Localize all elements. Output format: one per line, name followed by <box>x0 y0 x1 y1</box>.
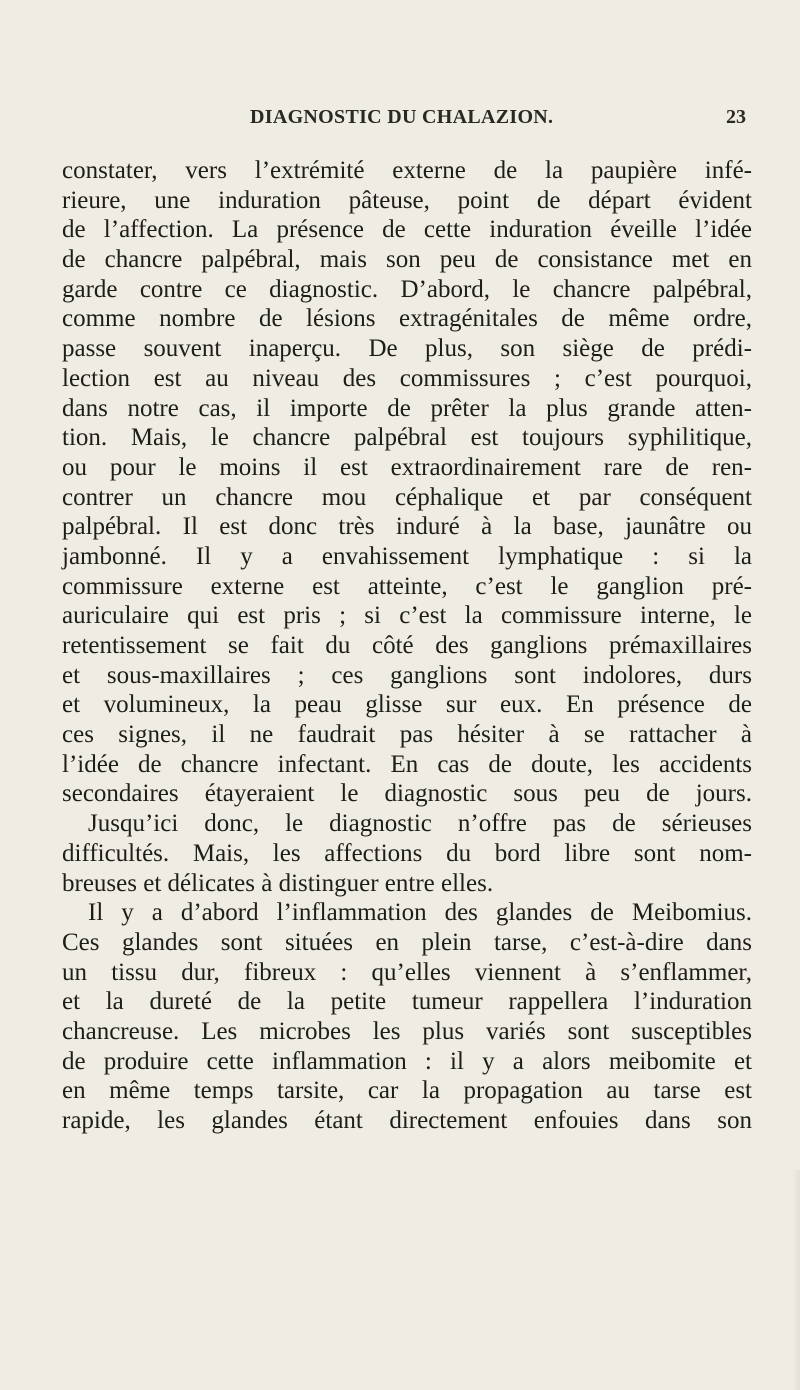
text-line: de produire cette inflammation : il y a alors meibomite et <box>62 1047 752 1075</box>
text-line: palpébral. Il est donc très induré à la base, jaunâtre ou <box>62 513 752 541</box>
running-head <box>60 90 750 130</box>
running-title: DIAGNOSTIC DU CHALAZION. <box>250 106 554 128</box>
text-line: secondaires étayeraient le diagnostic sous peu de jours. <box>62 780 752 808</box>
text-line: comme nombre de lésions extragénitales de même ordre, <box>62 305 752 333</box>
text-line: jambonné. Il y a envahissement lymphatique : si la <box>62 542 752 570</box>
text-line: de l’affection. La présence de cette induration éveille l’idée <box>62 216 752 244</box>
text-line: Ces glandes sont situées en plein tarse, c’est-à-dire dans <box>62 928 752 956</box>
text-line: passe souvent inaperçu. De plus, son siège de prédi- <box>62 335 752 363</box>
text-line: difficultés. Mais, les affections du bord libre sont nom- <box>62 839 752 867</box>
text-line: et volumineux, la peau glisse sur eux. En présence de <box>62 691 752 719</box>
paragraph-first-line: Il y a d’abord l’inflammation des glandes de Meibomius. <box>88 899 752 927</box>
text-line: constater, vers l’extrémité externe de la paupière infé- <box>62 157 752 184</box>
text-line: lection est au niveau des commissures ; c’est pourquoi, <box>62 364 752 392</box>
text-line: dans notre cas, il importe de prêter la plus grande atten- <box>62 394 752 422</box>
text-line: rapide, les glandes étant directement enfouies dans son <box>62 1107 752 1134</box>
page-number: 23 <box>726 106 746 128</box>
text-line: en même temps tarsite, car la propagation au tarse est <box>62 1077 752 1105</box>
text-line: garde contre ce diagnostic. D’abord, le chancre palpébral, <box>62 275 752 303</box>
text-line: tion. Mais, le chancre palpébral est toujours syphilitique, <box>62 424 752 452</box>
text-line: de chancre palpébral, mais son peu de consistance met en <box>62 246 752 274</box>
paragraph-first-line: Jusqu’ici donc, le diagnostic n’offre pas de sérieuses <box>88 810 752 838</box>
text-line: ces signes, il ne faudrait pas hésiter à se rattacher à <box>62 721 752 749</box>
text-line: un tissu dur, fibreux : qu’elles viennent à s’enflammer, <box>62 958 752 986</box>
text-line: et sous-maxillaires ; ces ganglions sont indolores, durs <box>62 661 752 689</box>
text-line: ou pour le moins il est extraordinairement rare de ren- <box>62 453 752 481</box>
body-text <box>62 156 752 1136</box>
text-line: retentissement se fait du côté des ganglions prémaxillaires <box>62 632 752 659</box>
text-line: rieure, une induration pâteuse, point de départ évident <box>62 186 752 214</box>
text-line: l’idée de chancre infectant. En cas de doute, les accidents <box>62 750 752 778</box>
paragraph-last-line: breuses et délicates à distinguer entre elles. <box>62 869 494 897</box>
text-line: et la dureté de la petite tumeur rappellera l’induration <box>62 988 752 1016</box>
page-edge-shadow <box>792 1170 800 1390</box>
text-line: auriculaire qui est pris ; si c’est la commissure interne, le <box>62 602 752 630</box>
text-line: contrer un chancre mou céphalique et par conséquent <box>62 483 752 511</box>
text-line: commissure externe est atteinte, c’est le ganglion pré- <box>62 572 752 600</box>
text-line: chancreuse. Les microbes les plus variés sont susceptibles <box>62 1017 752 1045</box>
